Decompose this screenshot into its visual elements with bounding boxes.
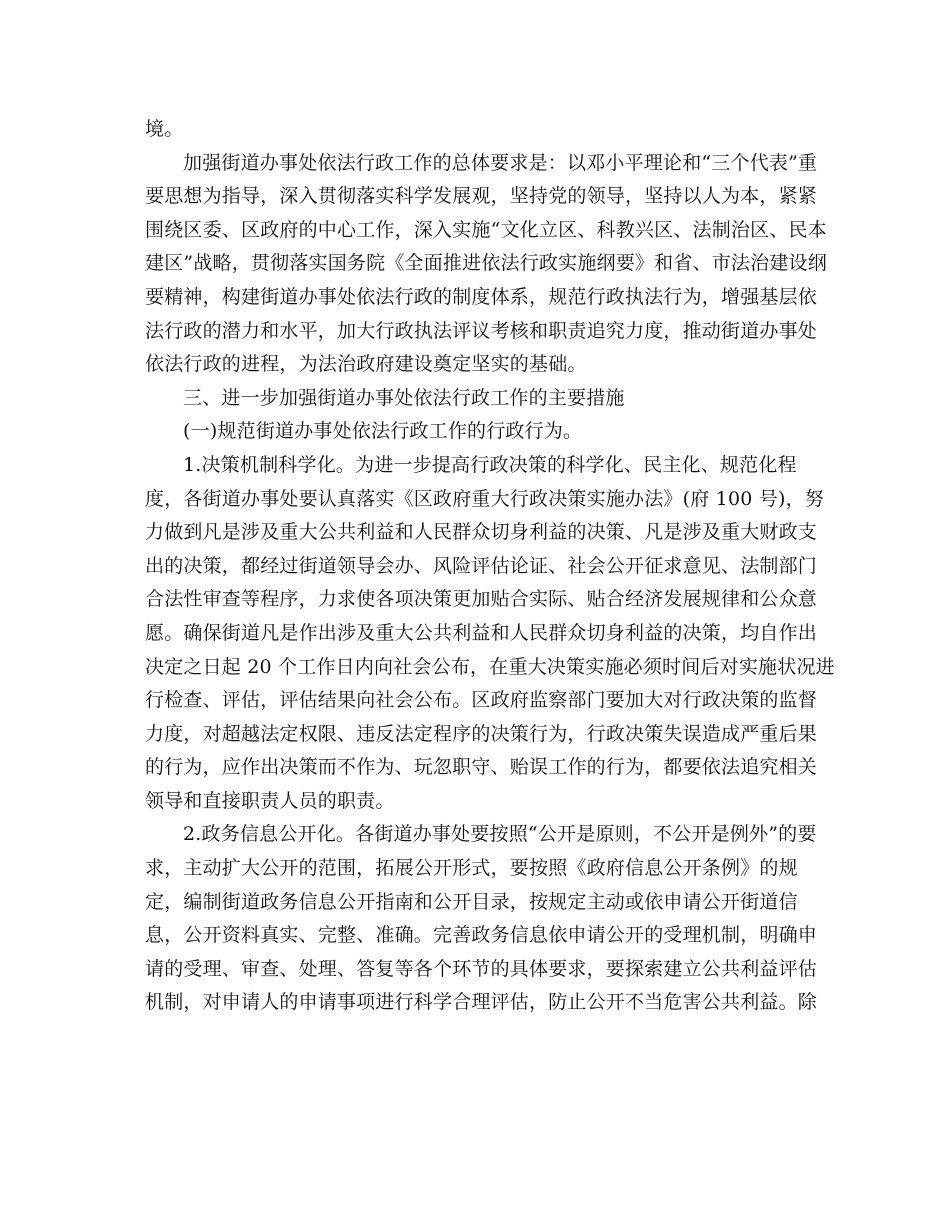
text-line: 法行政的潜力和水平，加大行政执法评议考核和职责追究力度，推动街道办事处: [145, 319, 818, 342]
text-line: 加强街道办事处依法行政工作的总体要求是：以邓小平理论和“三个代表”重: [183, 151, 818, 174]
text-line: 求，主动扩大公开的范围，拓展公开形式，要按照《政府信息公开条例》的规: [145, 857, 798, 880]
text-line: 要思想为指导，深入贯彻落实科学发展观，坚持党的领导，坚持以人为本，紧紧: [145, 185, 818, 208]
text-line: 围绕区委、区政府的中心工作，深入实施“文化立区、科教兴区、法制治区、民本: [145, 218, 827, 241]
text-line: 度，各街道办事处要认真落实《区政府重大行政决策实施办法》(府 100 号)，努: [145, 487, 824, 510]
document-body: [145, 113, 835, 1020]
text-line: 三、进一步加强街道办事处依法行政工作的主要措施: [183, 386, 625, 409]
text-line: 力度，对超越法定权限、违反法定程序的决策行为，行政决策失误造成严重后果: [145, 722, 818, 745]
text-line: 机制，对申请人的申请事项进行科学合理评估，防止公开不当危害公共利益。除: [145, 991, 818, 1014]
text-line: 合法性审查等程序，力求使各项决策更加贴合实际、贴合经济发展规律和公众意: [145, 588, 818, 611]
text-line: 定，编制街道政务信息公开指南和公开目录，按规定主动或依申请公开街道信: [145, 890, 798, 913]
text-line: 行检查、评估，评估结果向社会公布。区政府监察部门要加大对行政决策的监督: [145, 689, 818, 712]
text-line: 要精神，构建街道办事处依法行政的制度体系，规范行政执法行为，增强基层依: [145, 285, 818, 308]
text-line: 愿。确保街道凡是作出涉及重大公共利益和人民群众切身利益的决策，均自作出: [145, 621, 818, 644]
text-line: 出的决策，都经过街道领导会办、风险评估论证、社会公开征求意见、法制部门: [145, 554, 818, 577]
text-line: (一)规范街道办事处依法行政工作的行政行为。: [183, 420, 583, 443]
text-line: 决定之日起 20 个工作日内向社会公布，在重大决策实施必须时间后对实施状况进: [145, 655, 835, 678]
text-line: 依法行政的进程，为法治政府建设奠定坚实的基础。: [145, 353, 587, 376]
text-line: 领导和直接职责人员的职责。: [145, 789, 395, 812]
text-line: 息，公开资料真实、完整、准确。完善政务信息依申请公开的受理机制，明确申: [145, 924, 818, 947]
text-line: 的行为，应作出决策而不作为、玩忽职守、贻误工作的行为，都要依法追究相关: [145, 756, 818, 779]
text-line: 2.政务信息公开化。各街道办事处要按照“公开是原则，不公开是例外”的要: [183, 823, 817, 846]
text-line: 请的受理、审查、处理、答复等各个环节的具体要求，要探索建立公共利益评估: [145, 957, 818, 980]
text-line: 境。: [145, 118, 184, 140]
text-line: 1.决策机制科学化。为进一步提高行政决策的科学化、民主化、规范化程: [183, 453, 797, 476]
text-line: 力做到凡是涉及重大公共利益和人民群众切身利益的决策、凡是涉及重大财政支: [145, 521, 818, 544]
text-line: 建区”战略，贯彻落实国务院《全面推进依法行政实施纲要》和省、市法治建设纲: [145, 252, 827, 275]
